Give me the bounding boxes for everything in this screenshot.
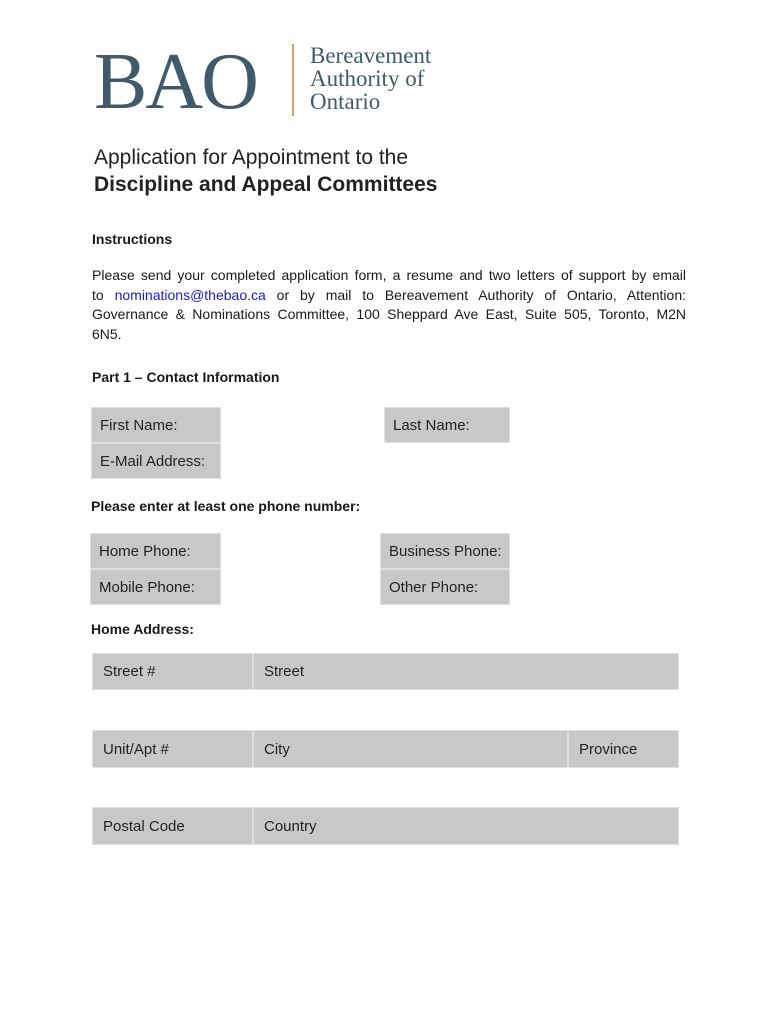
logo-divider xyxy=(292,44,294,116)
postal-code-field[interactable]: Postal Code xyxy=(92,807,253,845)
phone-heading: Please enter at least one phone number: xyxy=(91,498,361,514)
contact-info-heading: Part 1 – Contact Information xyxy=(92,369,280,385)
province-field[interactable]: Province xyxy=(568,730,679,768)
unit-apt-field[interactable]: Unit/Apt # xyxy=(92,730,253,768)
logo-mark: BAO xyxy=(94,38,257,126)
logo-name-line-2: Authority of xyxy=(310,66,425,91)
instructions-text-end: or by mail to Bereavement Authority of Ontario, Attention: Governance & Nominations Committee, 100 Sheppard Ave East, Suite 505, Toronto, M2N 6N5. xyxy=(92,286,686,342)
business-phone-field[interactable]: Business Phone: xyxy=(380,533,510,569)
instructions-text-start: Please send your completed application form, a resume and two letters of support by email to xyxy=(92,267,686,303)
city-field[interactable]: City xyxy=(253,730,568,768)
home-address-heading: Home Address: xyxy=(91,621,194,637)
first-name-field[interactable]: First Name: xyxy=(91,407,221,443)
instructions-paragraph xyxy=(92,266,686,344)
logo-organization-name xyxy=(310,44,431,113)
bao-logo xyxy=(94,38,454,126)
page-title-line-1: Application for Appointment to the xyxy=(94,146,409,169)
logo-name-line-3: Ontario xyxy=(310,89,381,114)
street-field[interactable]: Street xyxy=(253,653,679,690)
other-phone-field[interactable]: Other Phone: xyxy=(380,569,510,605)
instructions-heading: Instructions xyxy=(92,231,173,247)
home-phone-field[interactable]: Home Phone: xyxy=(90,533,221,569)
street-number-field[interactable]: Street # xyxy=(92,653,253,690)
nominations-email-link[interactable]: nominations@thebao.ca xyxy=(114,286,266,303)
mobile-phone-field[interactable]: Mobile Phone: xyxy=(90,569,221,605)
country-field[interactable]: Country xyxy=(253,807,679,845)
logo-name-line-1: Bereavement xyxy=(310,43,432,68)
last-name-field[interactable]: Last Name: xyxy=(384,407,510,443)
page-title-line-2: Discipline and Appeal Committees xyxy=(94,173,438,196)
email-address-field[interactable]: E-Mail Address: xyxy=(91,443,221,479)
